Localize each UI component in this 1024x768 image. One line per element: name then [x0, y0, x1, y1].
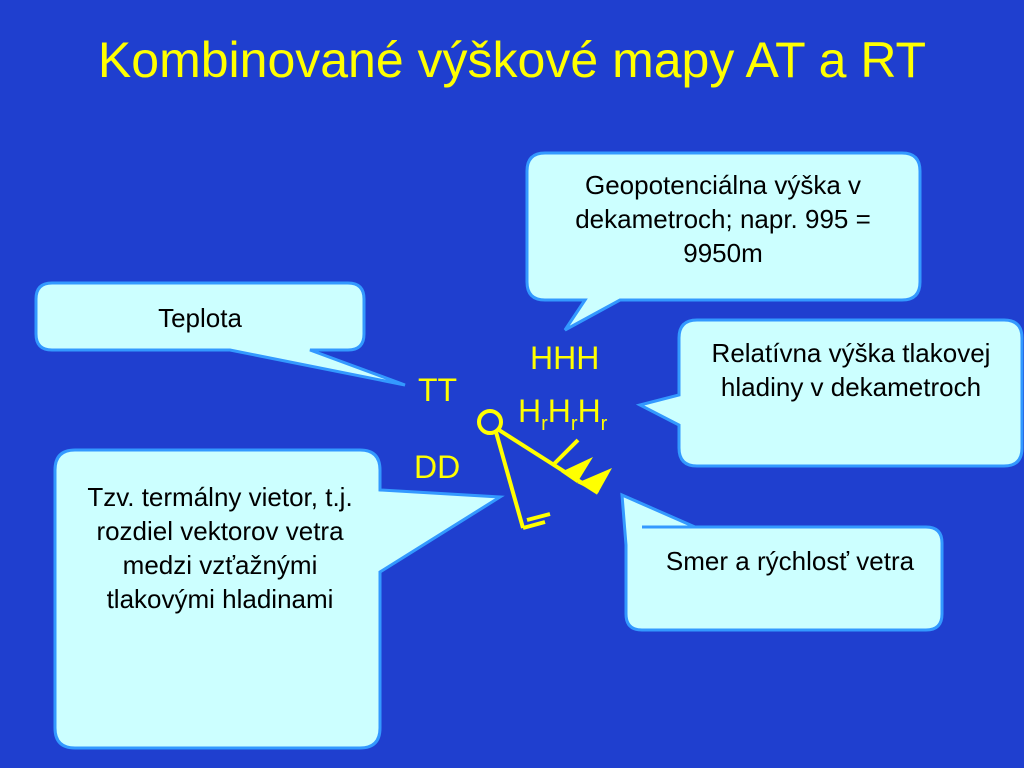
thermal-wind-barb: [523, 514, 550, 528]
relative-height-subscript: r: [600, 413, 608, 435]
relative-height-subscript: r: [570, 413, 578, 435]
relative-height-letter: H: [577, 393, 601, 429]
relative-height-subscript: r: [541, 413, 548, 435]
slide-title: Kombinované výškové mapy AT a RT: [97, 32, 927, 88]
callout-temperature: Teplota: [158, 303, 242, 333]
relative-height-letter: H: [547, 393, 571, 429]
geopotential-code: HHH: [530, 340, 600, 376]
relative-height-letter: H: [518, 393, 542, 429]
callout-geopotential: Geopotenciálna výška v dekametroch; napr. 995 = 9950m: [575, 170, 871, 268]
station-circle-icon: [479, 411, 501, 433]
callout-wind: Smer a rýchlosť vetra: [665, 546, 915, 576]
thermal-wind-shaft: [496, 432, 523, 528]
wind-barb-line: [553, 440, 578, 465]
dewpoint-code: DD: [414, 449, 461, 485]
callout-relative-height: Relatívna výška tlakovej hladiny v dekametroch: [711, 338, 991, 402]
temperature-code: TT: [418, 372, 458, 408]
relative-height-code: [518, 393, 607, 442]
callout-thermal-wind: Tzv. termálny vietor, t.j. rozdiel vektorov vetra medzi vzťažnými tlakovými hladinami: [87, 482, 353, 614]
